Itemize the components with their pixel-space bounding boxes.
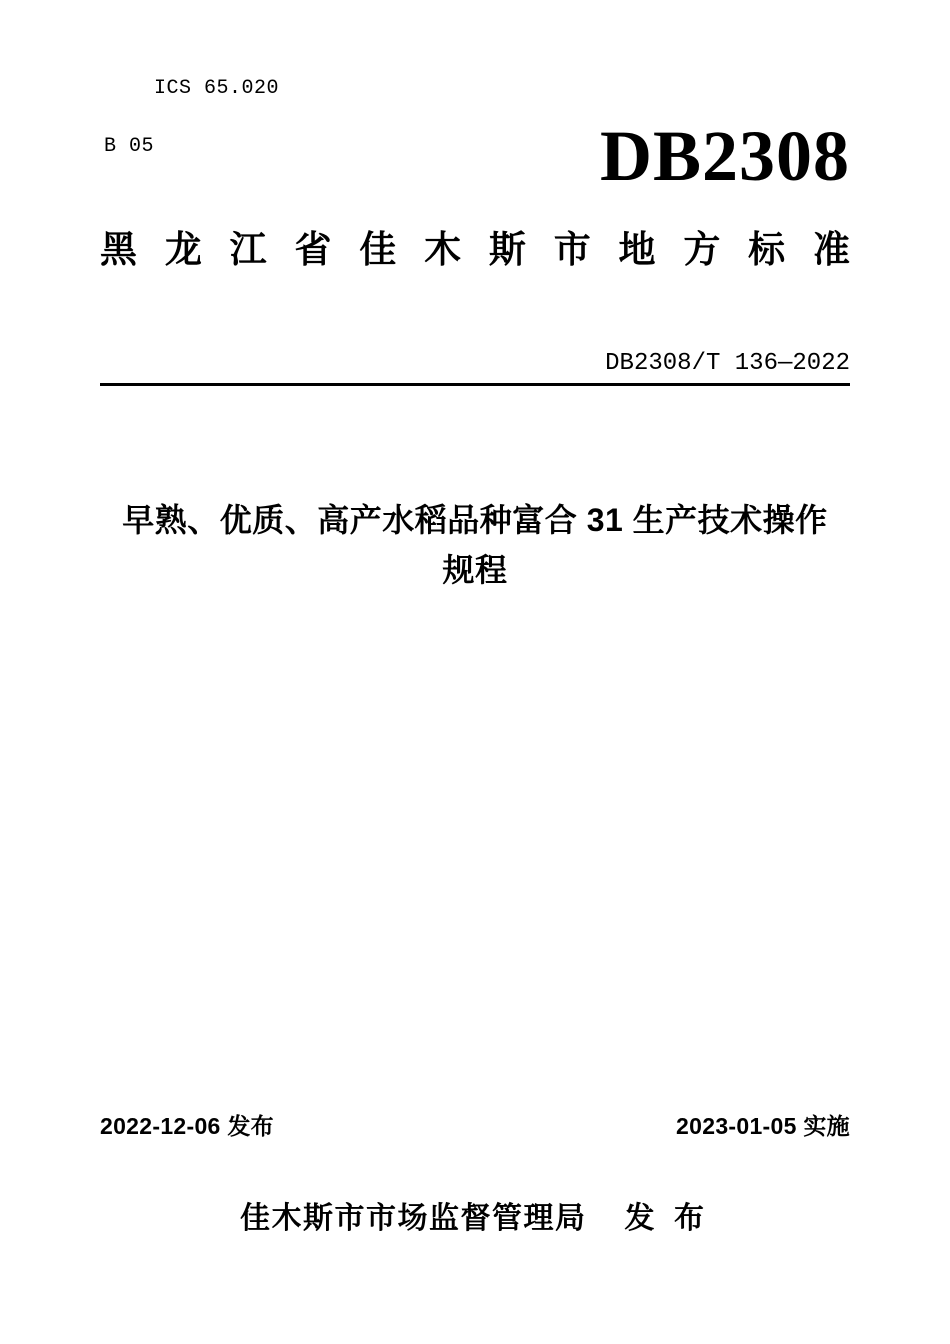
standard-code: DB2308 bbox=[599, 116, 850, 196]
ics-line-2: B 05 bbox=[104, 135, 155, 158]
issuer-line bbox=[100, 1193, 850, 1237]
issuing-organization-title: 黑龙江省佳木斯市地方标准 bbox=[100, 229, 850, 270]
effective-date: 2023-01-05 实施 bbox=[676, 1113, 850, 1139]
dates-row bbox=[100, 1108, 850, 1141]
issuer-name: 佳木斯市市场监督管理局 bbox=[240, 1202, 587, 1235]
issuer-publish-word: 发 布 bbox=[624, 1202, 710, 1235]
document-title: 早熟、优质、高产水稻品种富合 31 生产技术操作规程 bbox=[122, 502, 828, 588]
ics-classification bbox=[104, 45, 279, 219]
standard-number: DB2308/T 136—2022 bbox=[605, 350, 850, 377]
issue-date: 2022-12-06 发布 bbox=[100, 1113, 274, 1139]
ics-line-1: ICS 65.020 bbox=[154, 77, 280, 100]
header-divider bbox=[100, 383, 850, 386]
